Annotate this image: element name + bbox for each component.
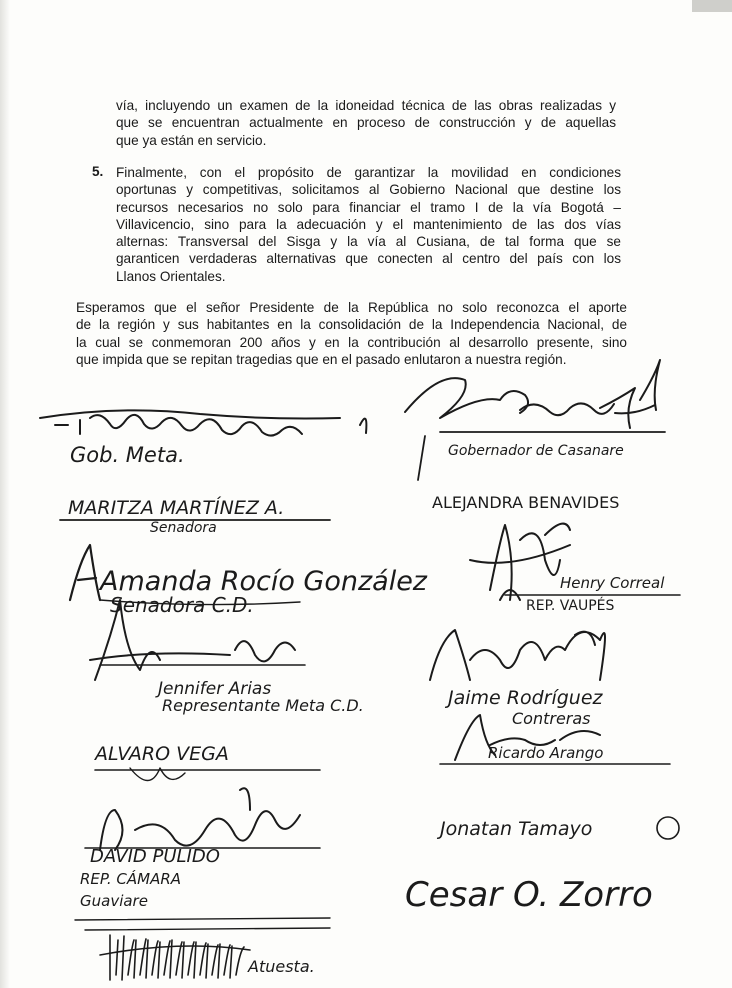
text-line: garanticen verdaderas alternativas que conecten al centro del país con los — [116, 251, 621, 267]
sig-label-amanda: Amanda Rocío González — [100, 566, 427, 597]
sig-label-maritza-role: Senadora — [150, 520, 217, 536]
sig-label-gob-casanare: Gobernador de Casanare — [448, 443, 624, 459]
text-line: Llanos Orientales. — [116, 268, 226, 284]
sig-label-henry-role: REP. VAUPÉS — [526, 598, 615, 614]
signature-gob-meta — [40, 410, 366, 467]
sig-label-gob-meta: Gob. Meta. — [70, 443, 185, 467]
sig-label-jonatan: Jonatan Tamayo — [440, 818, 593, 840]
text-line: que se encuentran actualmente en proceso de construcción y de aquellas — [116, 115, 616, 131]
text-line: recursos necesarios no solo para financiar el tramo I de la vía Bogotá – — [116, 199, 621, 215]
page-corner-shadow — [692, 0, 732, 12]
sig-label-cesar: Cesar O. Zorro — [405, 875, 653, 915]
text-line: de la región y sus habitantes en la consolidación de la Independencia Nacional, de — [76, 317, 627, 333]
signature-jennifer — [90, 600, 364, 715]
signature-alvaro — [93, 743, 320, 781]
signatures-block — [0, 330, 732, 988]
text-line: la cual se conmemoran 200 años y en la contribución al desarrollo presente, sino — [76, 334, 627, 350]
text-line: vía, incluyendo un examen de la idoneidad técnica de las obras realizadas y — [116, 98, 616, 113]
signature-cesar — [405, 875, 653, 915]
text-line: que ya están en servicio. — [116, 132, 267, 148]
sig-label-alejandra: ALEJANDRA BENAVIDES — [432, 493, 620, 512]
text-line: Villavicencio, sino para la adecuación y el mantenimiento de las dos vías — [116, 216, 621, 232]
text-line: Esperamos que el señor Presidente de la República no solo reconozca el aporte — [76, 300, 627, 315]
sig-label-david: DAVID PULIDO — [90, 846, 220, 867]
signature-jaime — [430, 630, 605, 728]
sig-label-david-dept: Guaviare — [80, 892, 148, 910]
sig-label-henry: Henry Correal — [560, 574, 665, 592]
sig-label-jennifer: Jennifer Arias — [158, 679, 272, 699]
text-line: alternas: Transversal del Sisga y la vía al Cusiana, de tal forma que se — [116, 234, 621, 250]
signature-david — [80, 788, 320, 910]
sig-label-jaime: Jaime Rodríguez — [448, 687, 603, 709]
sig-label-jennifer-role: Representante Meta C.D. — [162, 696, 364, 715]
signature-gob-casanare — [405, 360, 665, 480]
text-line: oportunas y competitivas, solicitamos al Gobierno Nacional que destine los — [116, 182, 621, 198]
signature-amanda — [70, 545, 428, 617]
text-line: Finalmente, con el propósito de garantizar la movilidad en condiciones — [116, 165, 621, 180]
sig-label-alvaro: ALVARO VEGA — [95, 743, 229, 765]
sig-label-jaime-2: Contreras — [512, 709, 591, 728]
text-line: que impida que se repitan tragedias que en el pasado enlutaron a nuestra región. — [76, 351, 567, 367]
item-number: 5. — [92, 164, 104, 179]
sig-label-maritza: MARITZA MARTÍNEZ A. — [68, 497, 285, 519]
sig-label-ricardo: Ricardo Arango — [488, 744, 604, 762]
signature-jonatan — [436, 817, 679, 840]
signature-atuesta — [75, 918, 330, 980]
signature-alejandra — [432, 493, 619, 512]
signature-maritza — [60, 496, 330, 536]
signature-henry — [470, 524, 680, 614]
item5-paragraph — [116, 164, 621, 285]
sig-label-amanda-role: Senadora C.D. — [110, 593, 254, 617]
item4-continuation — [116, 97, 616, 149]
sig-label-david-role: REP. CÁMARA — [80, 870, 182, 888]
sig-label-atuesta: Atuesta. — [248, 957, 315, 976]
